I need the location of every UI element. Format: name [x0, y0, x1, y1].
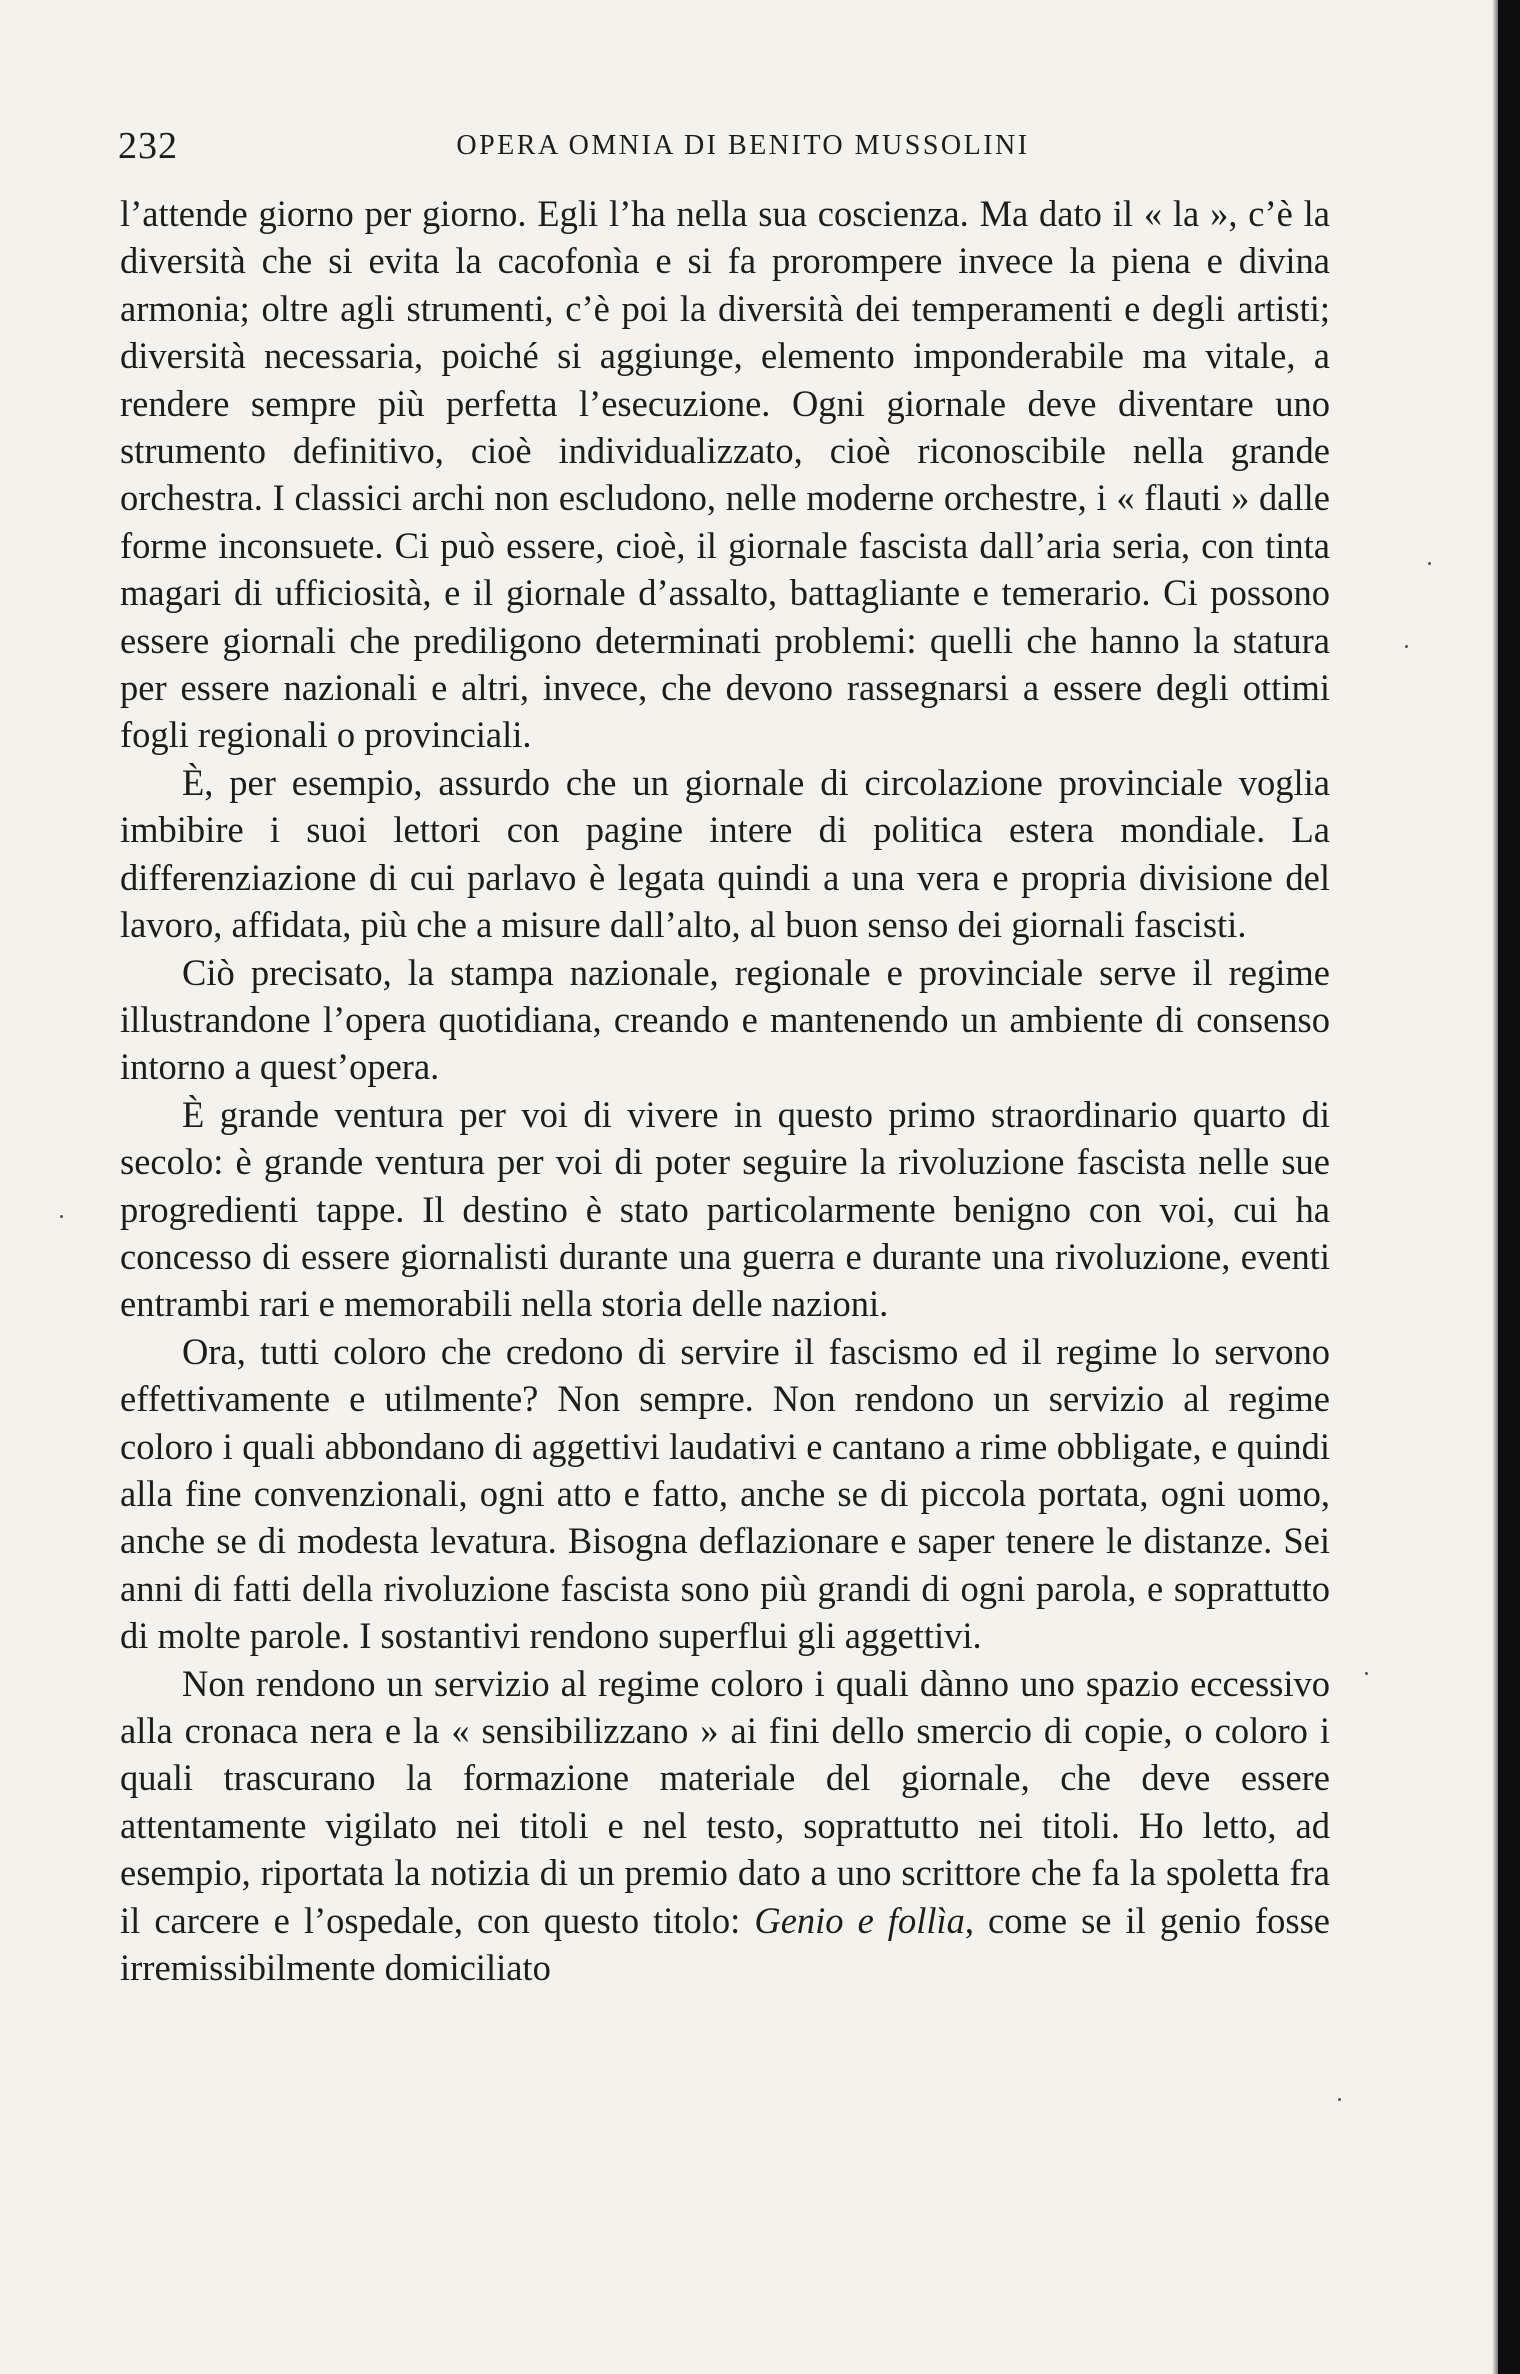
paragraph-5: Ora, tutti coloro che credono di servire il fascismo ed il regime lo servono effettivamente e utilmente? Non sempre. Non rendono un servizio al regime coloro i quali abbondano di aggettivi laudativi e cantano a rime obbligate, e quindi alla fine convenzionali, ogni atto e fatto, anche se di piccola portata, ogni uomo, anche se di modesta levatura. Bisogna deflazionare e saper tenere le distanze. Sei anni di fatti della rivoluzione fascista sono più grandi di ogni parola, e soprattutto di molte parole. I sostantivi rendono superflui gli aggettivi. [120, 1330, 1330, 1657]
paragraph-6-text-after: , come se il genio fosse irremissibilmente domiciliato [120, 1899, 1330, 1989]
paragraph-3: Ciò precisato, la stampa nazionale, regionale e provinciale serve il regime illustrandone l’opera quotidiana, creando e mantenendo un ambiente di consenso intorno a quest’opera. [120, 951, 1330, 1088]
page-number: 232 [118, 125, 178, 167]
paragraph-6-italic-title: Genio e follìa [754, 1899, 965, 1941]
scan-speck [1405, 645, 1408, 648]
paragraph-1: l’attende giorno per giorno. Egli l’ha nella sua coscienza. Ma dato il « la », c’è la diversità che si evita la cacofonìa e si fa prorompere invece la piena e divina armonia; oltre agli strumenti, c’è poi la diversità dei temperamenti e degli artisti; diversità necessaria, poiché si aggiunge, elemento imponderabile ma vitale, a rendere sempre più perfetta l’esecuzione. Ogni giornale deve diventare uno strumento definitivo, cioè individualizzato, cioè riconoscibile nella grande orchestra. I classici archi non escludono, nelle moderne orchestre, i « flauti » dalle forme inconsuete. Ci può essere, cioè, il giornale fascista dall’aria seria, con tinta magari di ufficiosità, e il giornale d’assalto, battagliante e temerario. Ci possono essere giornali che prediligono determinati problemi: quelli che hanno la statura per essere nazionali e altri, invece, che devono rassegnarsi a essere degli ottimi fogli regionali o provinciali. [120, 193, 1330, 756]
page-edge-bar [1498, 0, 1520, 2374]
body-text [120, 190, 1330, 1991]
paragraph-6-text-before: Non rendono un servizio al regime coloro i quali dànno uno spazio eccessivo alla cronaca nera e la « sensibilizzano » ai fini dello smercio di copie, o coloro i quali trascurano la formazione materiale del giornale, che deve essere attentamente vigilato nei titoli e nel testo, soprattutto nei titoli. Ho letto, ad esempio, riportata la notizia di un premio dato a uno scrittore che fa la spoletta fra il carcere e l’ospedale, con questo titolo: [120, 1662, 1330, 1941]
paragraph-2: È, per esempio, assurdo che un giornale di circolazione provinciale voglia imbibire i suoi lettori con pagine intere di politica estera mondiale. La differenziazione di cui parlavo è legata quindi a una vera e propria divisione del lavoro, affidata, più che a misure dall’alto, al buon senso dei giornali fascisti. [120, 761, 1330, 946]
paragraph-6 [120, 1660, 1330, 1992]
running-title: OPERA OMNIA DI BENITO MUSSOLINI [456, 130, 1030, 161]
scan-speck [1338, 2098, 1341, 2101]
scan-speck [1365, 1672, 1368, 1675]
page-header [118, 118, 1328, 174]
scan-speck [1428, 562, 1431, 565]
scan-speck [60, 1215, 63, 1218]
paragraph-4: È grande ventura per voi di vivere in questo primo straordinario quarto di secolo: è grande ventura per voi di poter seguire la rivoluzione fascista nelle sue progredienti tappe. Il destino è stato particolarmente benigno con voi, cui ha concesso di essere giornalisti durante una guerra e durante una rivoluzione, eventi entrambi rari e memorabili nella storia delle nazioni. [120, 1093, 1330, 1325]
